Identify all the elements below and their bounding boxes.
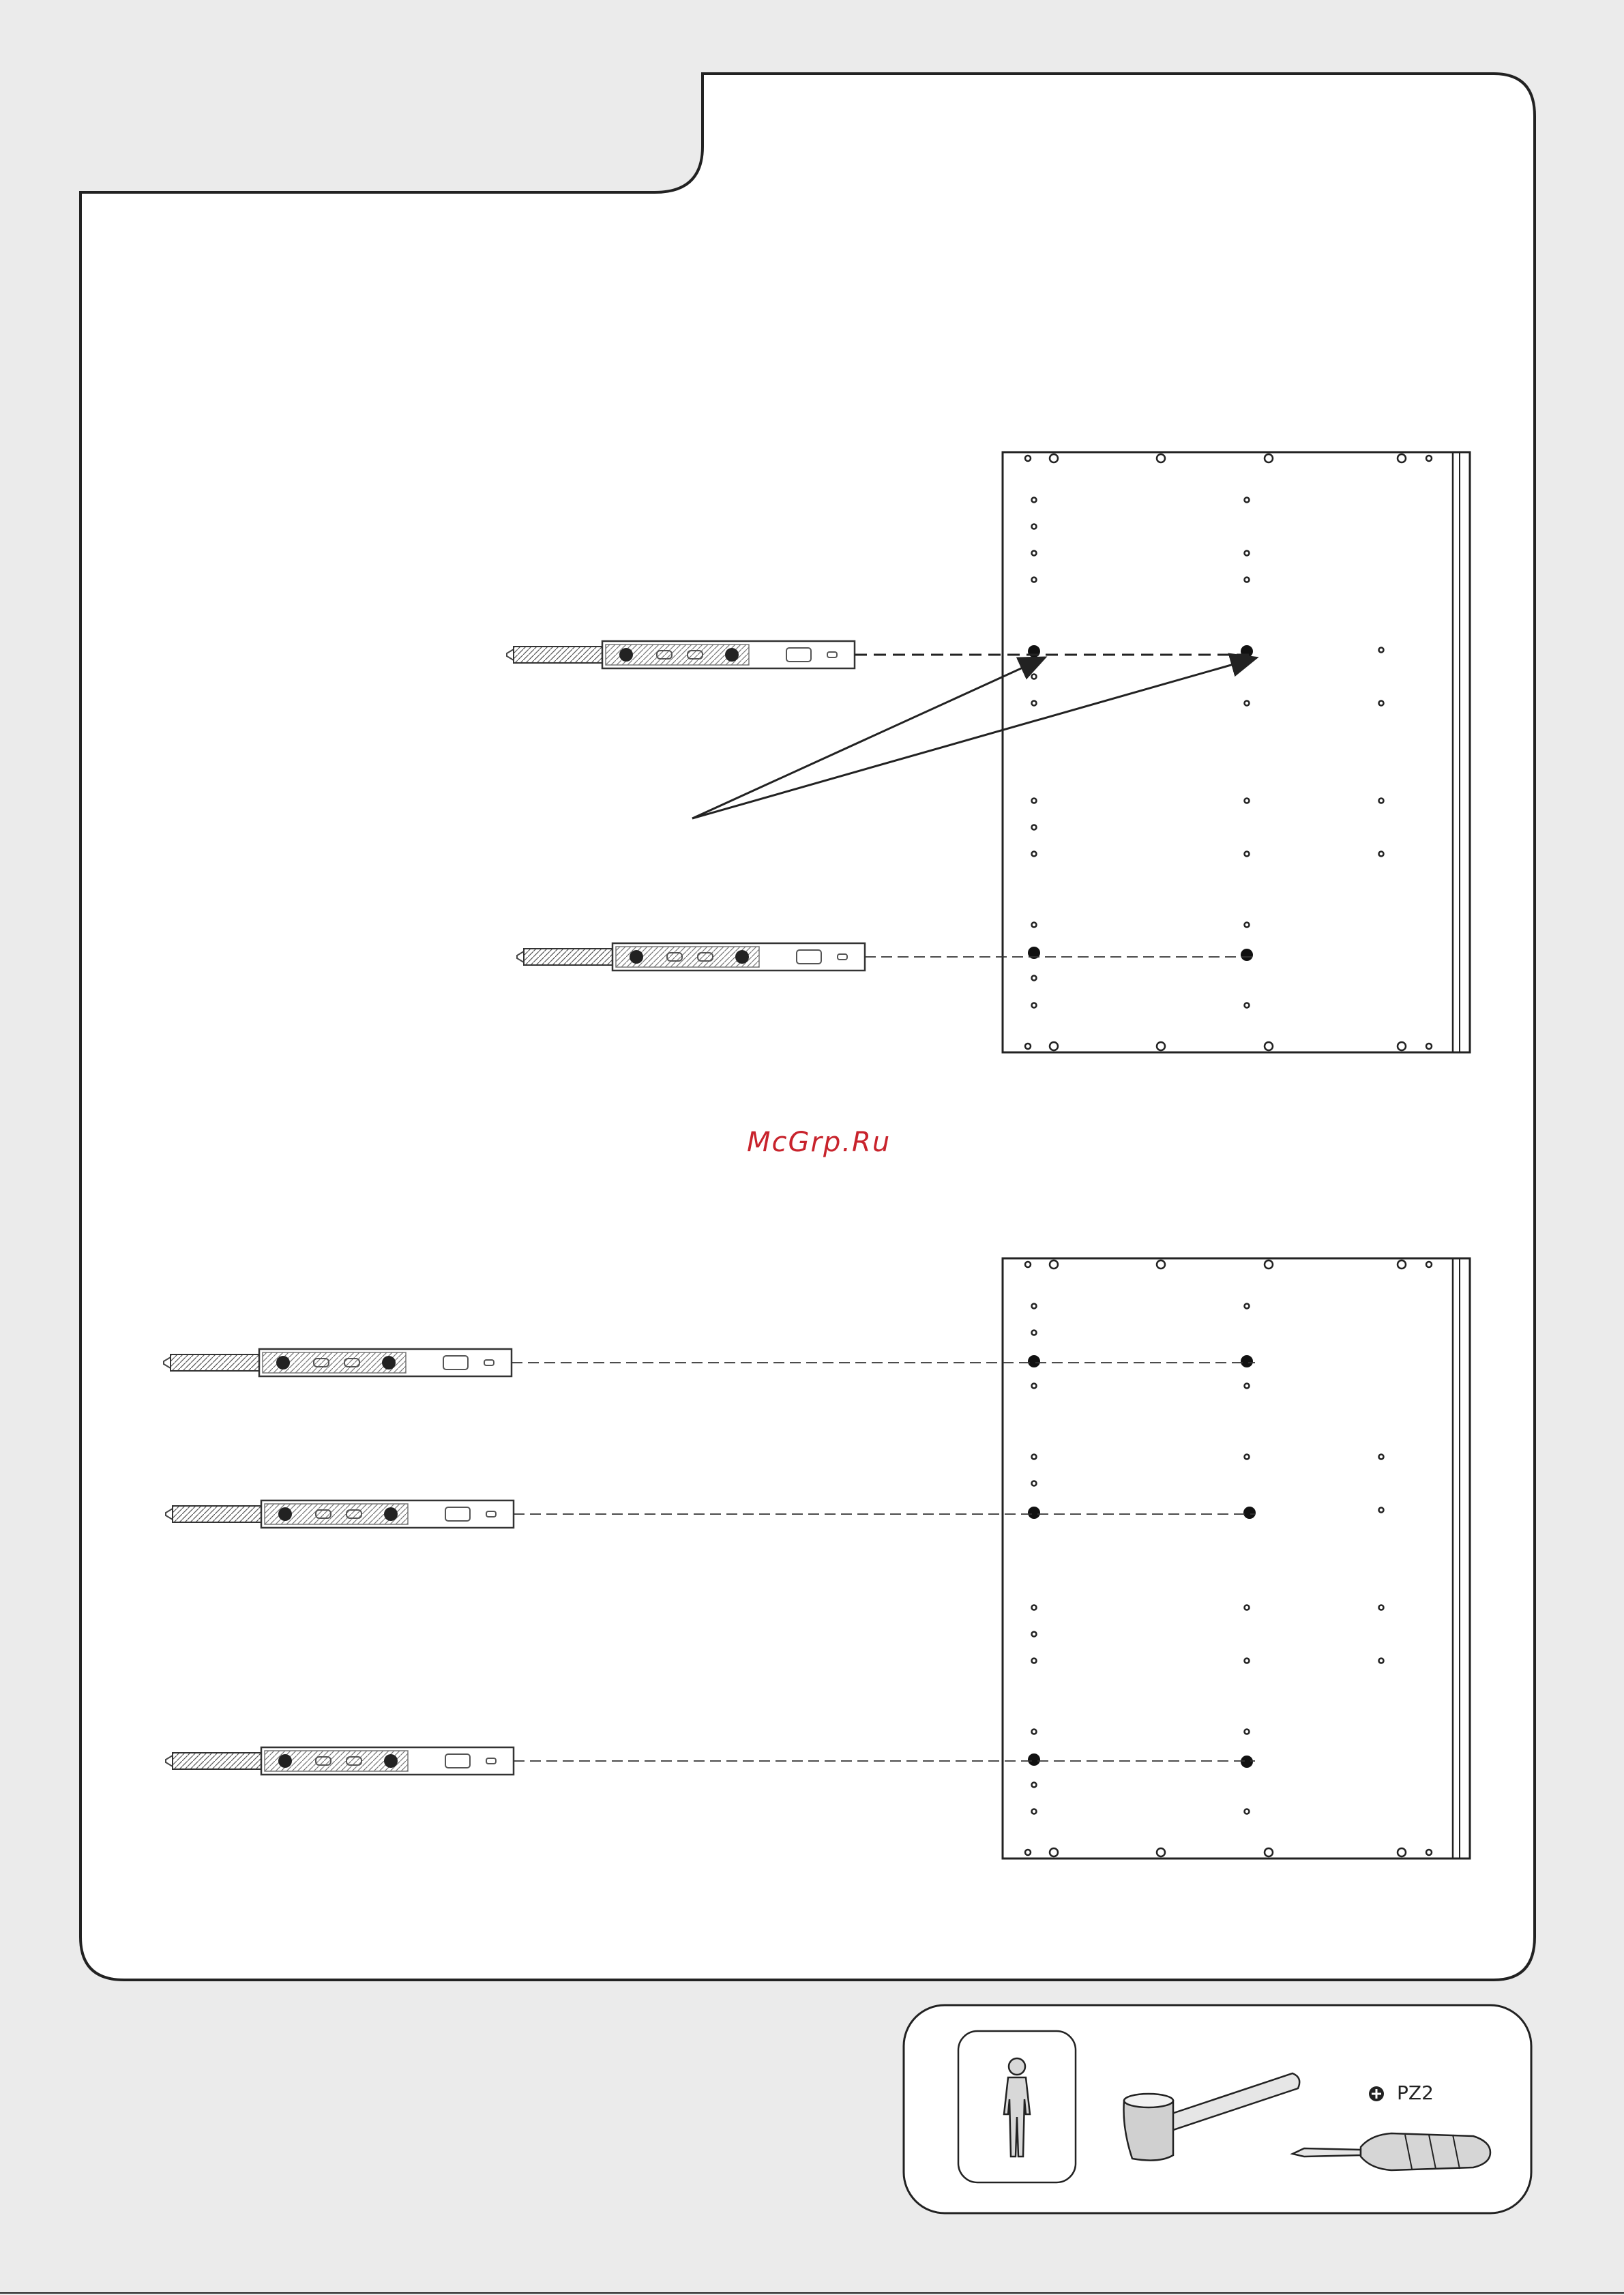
screwdriver-label: PZ2 — [1397, 2082, 1434, 2104]
side-panel-bottom — [1003, 1258, 1470, 1859]
side-panel-top — [1003, 452, 1470, 1052]
watermark-text: McGrp.Ru — [747, 1127, 891, 1158]
